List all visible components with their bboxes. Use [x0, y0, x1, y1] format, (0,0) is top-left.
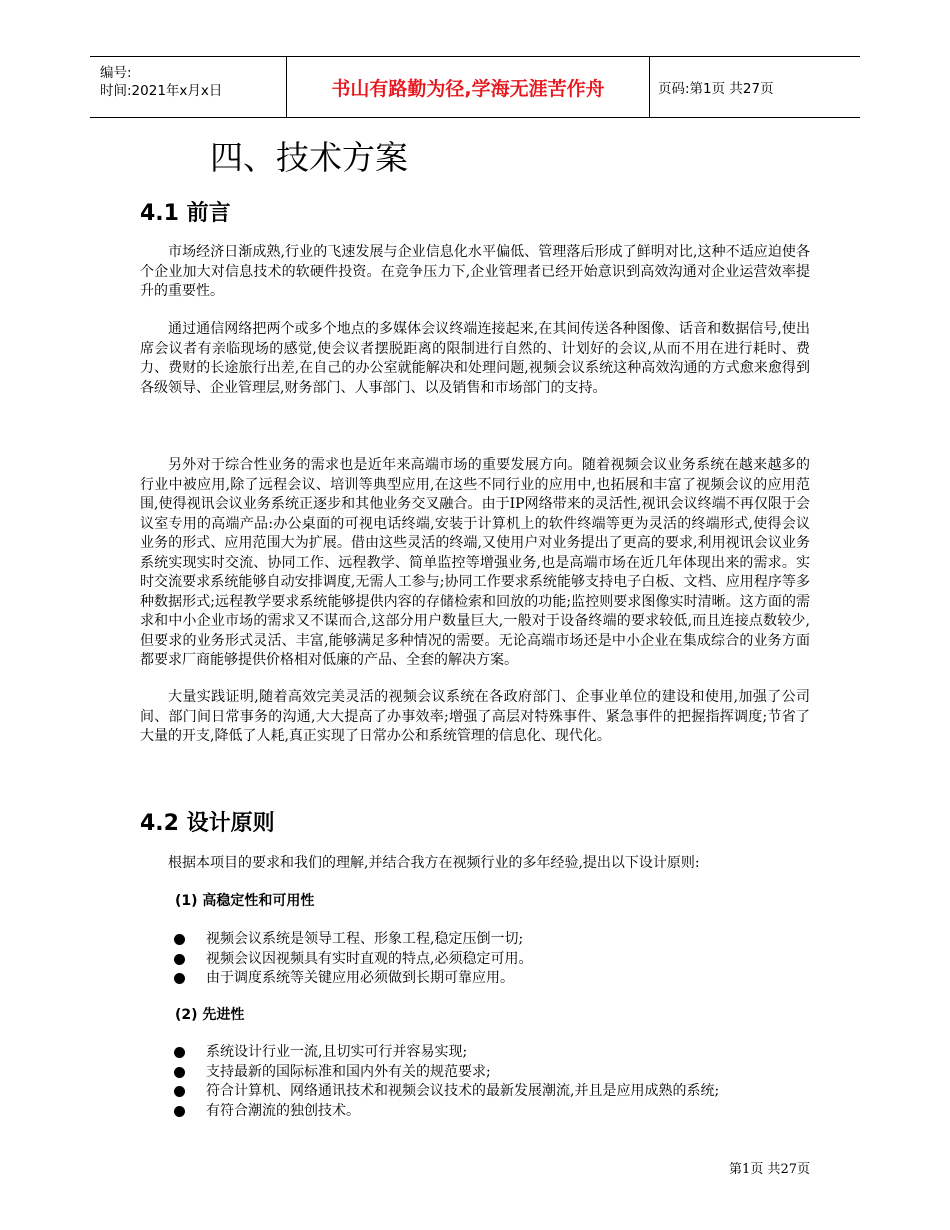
bullet-list-stability [172, 930, 822, 989]
list-item: 由于调度系统等关键应用必须做到长期可靠应用。 [172, 969, 822, 989]
header-meta [90, 57, 286, 117]
paragraph: 大量实践证明,随着高效完美灵活的视频会议系统在各政府部门、企事业单位的建设和使用,加强了公司间、部门间日常事务的沟通,大大提高了办事效率;增强了高层对特殊事件、紧急事件的把握指挥调度;节省了大量的开支,降低了人耗,真正实现了日常办公和系统管理的信息化、现代化。 [140, 689, 810, 744]
document-title: 四、技术方案 [210, 138, 408, 177]
subheading-stability: (1) 高稳定性和可用性 [175, 893, 315, 909]
bullet-icon [174, 954, 185, 965]
bullet-icon [174, 1047, 185, 1058]
list-item: 系统设计行业一流,且切实可行并容易实现; [172, 1043, 822, 1063]
bullet-list-advanced [172, 1043, 822, 1121]
list-item: 有符合潮流的独创技术。 [172, 1102, 822, 1122]
paragraph-intro: 根据本项目的要求和我们的理解,并结合我方在视频行业的多年经验,提出以下设计原则: [168, 855, 700, 871]
paragraph: 另外对于综合性业务的需求也是近年来高端市场的重要发展方向。随着视频会议业务系统在越来越多的行业中被应用,除了远程会议、培训等典型应用,在这些不同行业的应用中,也拓展和丰富了视频会议的应用范围,使得视讯会议业务系统正逐步和其他业务交叉融合。由于IP网络带来的灵活性,视讯会议终端不再仅限于会议室专用的高端产品:办公桌面的可视电话终端,安装于计算机上的软件终端等更为灵活的终端形式,使得会议业务的形式、应用范围大为扩展。借由这些灵活的终端,又使用户对业务提出了更高的要求,利用视讯会议业务系统实现实时交流、协同工作、远程教学、简单监控等增强业务,也是高端市场在近几年体现出来的需求。实时交流要求系统能够自动安排调度,无需人工参与;协同工作要求系统能够支持电子白板、文档、应用程序等多种数据形式;远程教学要求系统能够提供内容的存储检索和回放的功能;监控则要求图像实时清晰。这方面的需求和中小企业市场的需求又不谋而合,这部分用户数量巨大,一般对于设备终端的要求较低,而且连接点数较少,但要求的业务形式灵活、丰富,能够满足多种情况的需要。无论高端市场还是中小企业在集成综合的业务方面都要求厂商能够提供价格相对低廉的产品、全套的解决方案。 [140, 457, 810, 668]
bullet-icon [174, 1067, 185, 1078]
subheading-advanced: (2) 先进性 [175, 1007, 245, 1023]
list-item: 视频会议因视频具有实时直观的特点,必须稳定可用。 [172, 950, 822, 970]
header-motto: 书山有路勤为径,学海无涯苦作舟 [286, 57, 650, 117]
bullet-icon [174, 1106, 185, 1117]
page-footer: 第1页 共27页 [729, 1162, 810, 1177]
paragraph: 市场经济日渐成熟,行业的飞速发展与企业信息化水平偏低、管理落后形成了鲜明对比,这种不适应迫使各个企业加大对信息技术的软硬件投资。在竞争压力下,企业管理者已经开始意识到高效沟通对企业运营效率提升的重要性。 [140, 244, 810, 299]
section-heading-preface: 4.1 前言 [140, 201, 231, 226]
time-label: 时间:2021年x月x日 [100, 83, 223, 99]
list-item: 符合计算机、网络通讯技术和视频会议技术的最新发展潮流,并且是应用成熟的系统; [172, 1082, 822, 1102]
bullet-icon [174, 973, 185, 984]
list-item: 视频会议系统是领导工程、形象工程,稳定压倒一切; [172, 930, 822, 950]
section-heading-design-principles: 4.2 设计原则 [140, 811, 275, 836]
page-header [90, 56, 860, 118]
header-page-info: 页码:第1页 共27页 [658, 81, 774, 97]
bullet-icon [174, 934, 185, 945]
serial-label: 编号: [100, 65, 132, 81]
bullet-icon [174, 1086, 185, 1097]
paragraph: 通过通信网络把两个或多个地点的多媒体会议终端连接起来,在其间传送各种图像、话音和数据信号,使出席会议者有亲临现场的感觉,使会议者摆脱距离的限制进行自然的、计划好的会议,从而不用在进行耗时、费力、费财的长途旅行出差,在自己的办公室就能解决和处理问题,视频会议系统这种高效沟通的方式愈来愈得到各级领导、企业管理层,财务部门、人事部门、以及销售和市场部门的支持。 [140, 321, 810, 396]
list-item: 支持最新的国际标准和国内外有关的规范要求; [172, 1063, 822, 1083]
